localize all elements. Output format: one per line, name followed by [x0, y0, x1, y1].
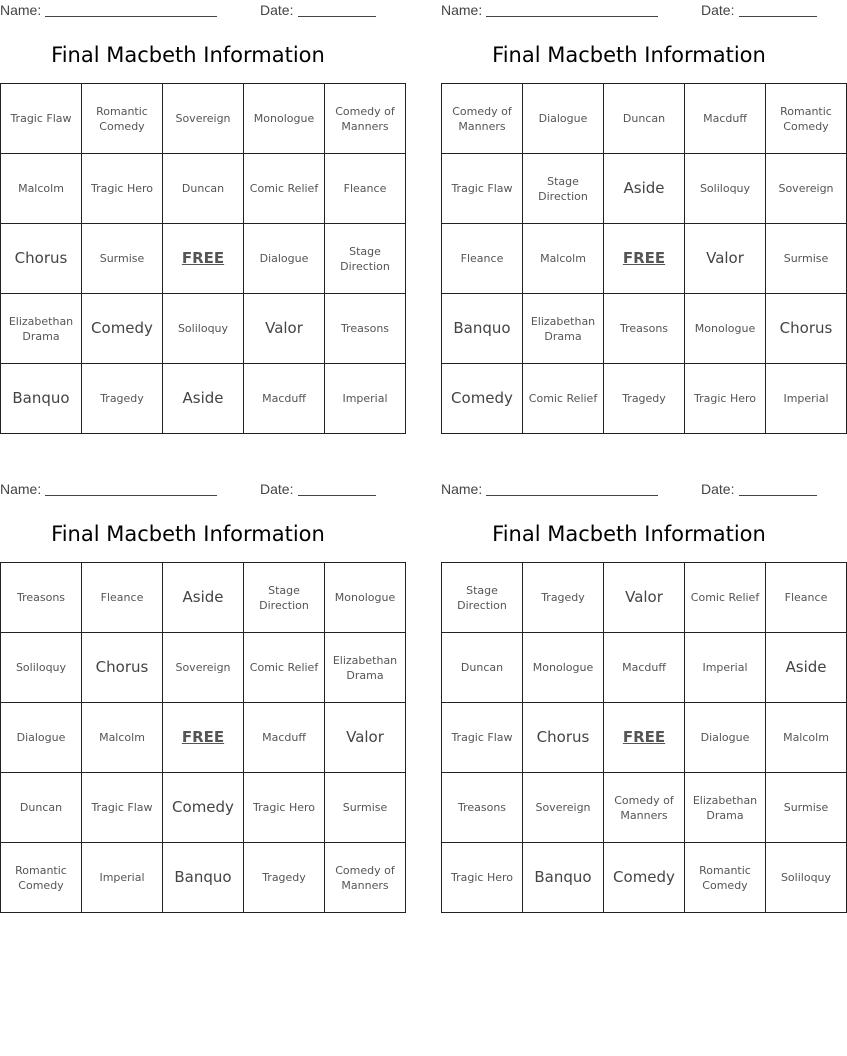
bingo-row — [442, 154, 847, 224]
bingo-cell: Monologue — [523, 633, 604, 703]
free-space: FREE — [163, 703, 244, 773]
bingo-cell: Comic Relief — [523, 364, 604, 434]
bingo-cell: Stage Direction — [244, 563, 325, 633]
card-title: Final Macbeth Information — [492, 522, 766, 546]
name-label: Name: — [0, 2, 42, 18]
bingo-cell: Stage Direction — [523, 154, 604, 224]
bingo-cell: Valor — [244, 294, 325, 364]
free-space: FREE — [163, 224, 244, 294]
bingo-cell: Malcolm — [82, 703, 163, 773]
bingo-cell: Valor — [685, 224, 766, 294]
date-label: Date: — [701, 2, 735, 18]
bingo-cell: Imperial — [82, 843, 163, 913]
bingo-cell: Stage Direction — [325, 224, 406, 294]
bingo-cell: Soliloquy — [766, 843, 847, 913]
bingo-cell: Tragedy — [604, 364, 685, 434]
free-space: FREE — [604, 703, 685, 773]
bingo-row — [1, 563, 406, 633]
bingo-cell: Comedy — [82, 294, 163, 364]
bingo-row — [442, 84, 847, 154]
date-blank-line — [739, 16, 817, 17]
bingo-cell: Tragic Hero — [82, 154, 163, 224]
bingo-cell: Soliloquy — [163, 294, 244, 364]
bingo-row — [442, 364, 847, 434]
name-date-header — [0, 481, 376, 499]
bingo-cell: Sovereign — [163, 84, 244, 154]
bingo-cell: Treasons — [442, 773, 523, 843]
bingo-cell: Aside — [163, 364, 244, 434]
card-title: Final Macbeth Information — [51, 43, 325, 67]
bingo-cell: Comedy of Manners — [442, 84, 523, 154]
free-space: FREE — [604, 224, 685, 294]
bingo-cell: Duncan — [1, 773, 82, 843]
bingo-cell: Stage Direction — [442, 563, 523, 633]
bingo-cell: Duncan — [163, 154, 244, 224]
name-blank-line — [45, 16, 217, 17]
bingo-row — [442, 224, 847, 294]
bingo-cell: Duncan — [604, 84, 685, 154]
bingo-cell: Elizabethan Drama — [685, 773, 766, 843]
bingo-row — [442, 633, 847, 703]
bingo-cell: Malcolm — [523, 224, 604, 294]
bingo-cell: Surmise — [325, 773, 406, 843]
bingo-grid — [441, 562, 847, 913]
bingo-cell: Fleance — [766, 563, 847, 633]
bingo-cell: Macduff — [244, 703, 325, 773]
bingo-card — [0, 0, 395, 440]
bingo-cell: Comedy of Manners — [325, 84, 406, 154]
bingo-cell: Dialogue — [1, 703, 82, 773]
bingo-cell: Tragic Flaw — [82, 773, 163, 843]
bingo-cell: Chorus — [766, 294, 847, 364]
bingo-row — [1, 224, 406, 294]
bingo-cell: Comedy of Manners — [325, 843, 406, 913]
bingo-cell: Macduff — [244, 364, 325, 434]
bingo-cell: Banquo — [163, 843, 244, 913]
bingo-cell: Imperial — [685, 633, 766, 703]
bingo-cell: Malcolm — [1, 154, 82, 224]
name-label: Name: — [0, 481, 42, 497]
date-label: Date: — [701, 481, 735, 497]
bingo-cell: Tragedy — [244, 843, 325, 913]
bingo-cell: Elizabethan Drama — [523, 294, 604, 364]
bingo-cell: Surmise — [82, 224, 163, 294]
bingo-row — [442, 563, 847, 633]
bingo-cell: Soliloquy — [685, 154, 766, 224]
bingo-row — [442, 703, 847, 773]
bingo-cell: Aside — [163, 563, 244, 633]
bingo-cell: Sovereign — [766, 154, 847, 224]
bingo-cell: Monologue — [685, 294, 766, 364]
bingo-cell: Tragedy — [523, 563, 604, 633]
card-title: Final Macbeth Information — [51, 522, 325, 546]
bingo-cell: Tragic Flaw — [442, 154, 523, 224]
bingo-cell: Tragic Hero — [685, 364, 766, 434]
date-blank-line — [739, 495, 817, 496]
bingo-cell: Comic Relief — [244, 154, 325, 224]
bingo-cell: Banquo — [1, 364, 82, 434]
bingo-cell: Valor — [325, 703, 406, 773]
date-label: Date: — [260, 2, 294, 18]
bingo-cell: Comic Relief — [244, 633, 325, 703]
bingo-row — [1, 773, 406, 843]
bingo-cell: Fleance — [82, 563, 163, 633]
name-date-header — [0, 2, 376, 20]
bingo-cell: Imperial — [325, 364, 406, 434]
bingo-cell: Surmise — [766, 224, 847, 294]
date-blank-line — [298, 495, 376, 496]
bingo-grid — [0, 83, 406, 434]
bingo-cell: Chorus — [1, 224, 82, 294]
bingo-row — [1, 154, 406, 224]
bingo-cell: Comedy — [604, 843, 685, 913]
bingo-cell: Imperial — [766, 364, 847, 434]
name-date-header — [441, 481, 817, 499]
bingo-cell: Monologue — [244, 84, 325, 154]
bingo-cell: Monologue — [325, 563, 406, 633]
bingo-cell: Comedy — [442, 364, 523, 434]
bingo-row — [1, 703, 406, 773]
bingo-cell: Soliloquy — [1, 633, 82, 703]
name-date-header — [441, 2, 817, 20]
bingo-card — [441, 479, 832, 919]
bingo-cell: Tragedy — [82, 364, 163, 434]
bingo-cell: Tragic Flaw — [1, 84, 82, 154]
bingo-grid — [0, 562, 406, 913]
bingo-cell: Macduff — [685, 84, 766, 154]
bingo-cell: Dialogue — [685, 703, 766, 773]
bingo-row — [1, 843, 406, 913]
bingo-row — [1, 364, 406, 434]
name-label: Name: — [441, 2, 483, 18]
bingo-cell: Comic Relief — [685, 563, 766, 633]
bingo-cell: Macduff — [604, 633, 685, 703]
bingo-cell: Aside — [604, 154, 685, 224]
bingo-cell: Tragic Flaw — [442, 703, 523, 773]
bingo-cell: Elizabethan Drama — [325, 633, 406, 703]
bingo-cell: Tragic Hero — [442, 843, 523, 913]
date-label: Date: — [260, 481, 294, 497]
bingo-row — [442, 773, 847, 843]
bingo-cell: Surmise — [766, 773, 847, 843]
name-blank-line — [486, 16, 658, 17]
bingo-cell: Sovereign — [523, 773, 604, 843]
bingo-cell: Dialogue — [523, 84, 604, 154]
bingo-cell: Aside — [766, 633, 847, 703]
bingo-cell: Romantic Comedy — [685, 843, 766, 913]
name-blank-line — [45, 495, 217, 496]
bingo-row — [442, 294, 847, 364]
name-blank-line — [486, 495, 658, 496]
bingo-row — [1, 294, 406, 364]
bingo-cell: Duncan — [442, 633, 523, 703]
bingo-cell: Banquo — [523, 843, 604, 913]
bingo-cell: Malcolm — [766, 703, 847, 773]
bingo-cell: Treasons — [1, 563, 82, 633]
bingo-cell: Fleance — [325, 154, 406, 224]
bingo-cell: Chorus — [523, 703, 604, 773]
bingo-cell: Sovereign — [163, 633, 244, 703]
bingo-cell: Romantic Comedy — [1, 843, 82, 913]
bingo-cell: Comedy — [163, 773, 244, 843]
bingo-cell: Valor — [604, 563, 685, 633]
bingo-row — [1, 84, 406, 154]
bingo-grid — [441, 83, 847, 434]
bingo-cell: Chorus — [82, 633, 163, 703]
bingo-cell: Romantic Comedy — [82, 84, 163, 154]
bingo-cell: Elizabethan Drama — [1, 294, 82, 364]
bingo-cell: Fleance — [442, 224, 523, 294]
bingo-cell: Tragic Hero — [244, 773, 325, 843]
bingo-cell: Dialogue — [244, 224, 325, 294]
bingo-cell: Treasons — [325, 294, 406, 364]
name-label: Name: — [441, 481, 483, 497]
bingo-cell: Romantic Comedy — [766, 84, 847, 154]
bingo-cell: Treasons — [604, 294, 685, 364]
bingo-row — [442, 843, 847, 913]
card-title: Final Macbeth Information — [492, 43, 766, 67]
bingo-card — [441, 0, 834, 440]
bingo-card — [0, 479, 398, 919]
date-blank-line — [298, 16, 376, 17]
bingo-row — [1, 633, 406, 703]
bingo-cell: Banquo — [442, 294, 523, 364]
bingo-cell: Comedy of Manners — [604, 773, 685, 843]
